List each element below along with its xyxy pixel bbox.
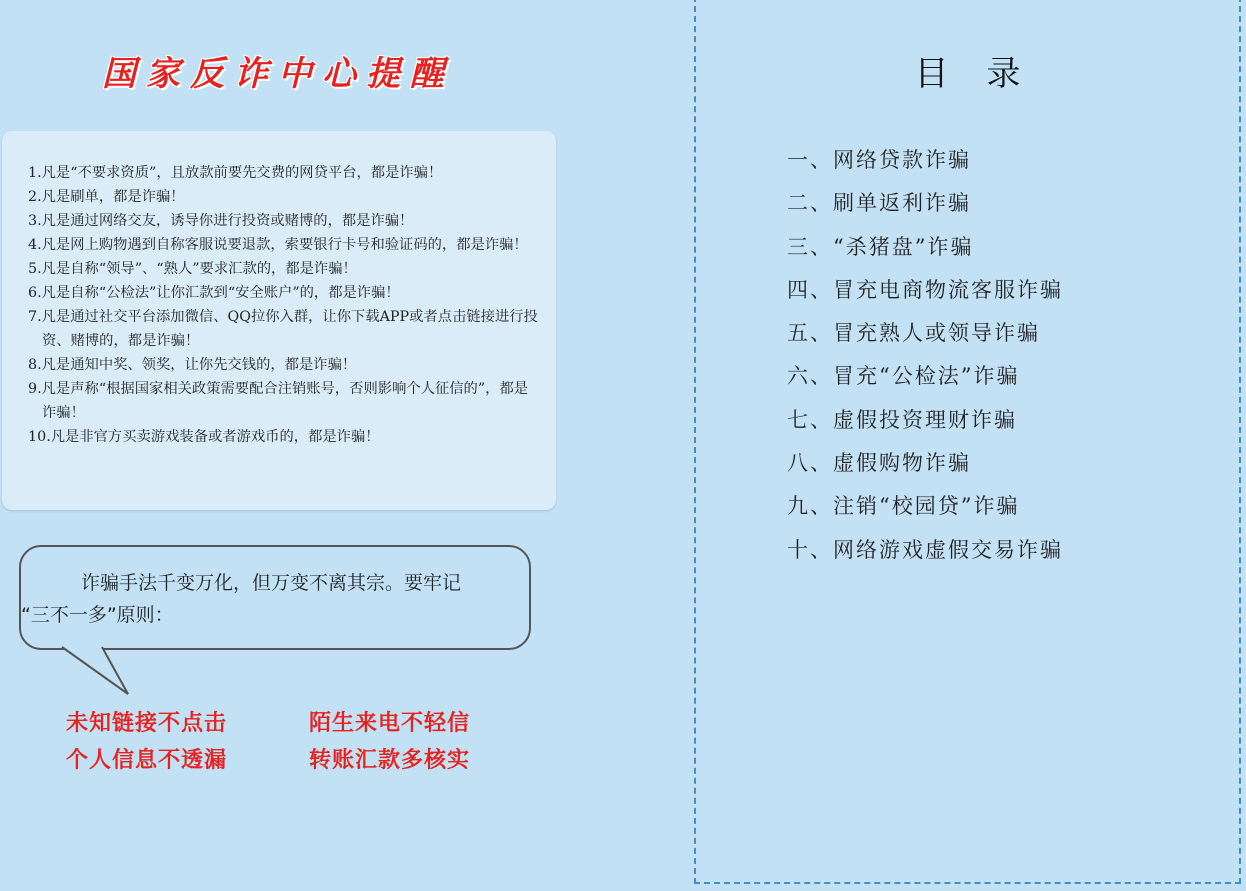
toc-item: 五、冒充熟人或领导诈骗 <box>787 321 1040 346</box>
rule-item: 8.凡是通知中奖、领奖，让你先交钱的，都是诈骗！ <box>28 357 357 373</box>
rule-item: 2.凡是刷单，都是诈骗！ <box>28 189 185 205</box>
bubble-line-2: “三不一多”原则： <box>21 604 174 626</box>
rule-item: 7.凡是通过社交平台添加微信、QQ拉你入群，让你下载APP或者点击链接进行投资、赌博的，都是诈骗！ <box>28 309 538 349</box>
rule-item: 10.凡是非官方买卖游戏装备或者游戏币的，都是诈骗！ <box>28 429 380 445</box>
table-of-contents-page <box>694 0 1241 884</box>
speech-bubble-tail-icon <box>50 646 140 696</box>
rule-item: 4.凡是网上购物遇到自称客服说要退款，索要银行卡号和验证码的，都是诈骗！ <box>28 237 528 253</box>
toc-title: 目录 <box>914 54 1059 94</box>
toc-item: 一、网络贷款诈骗 <box>787 148 971 172</box>
speech-bubble <box>19 545 531 650</box>
rule-item: 6.凡是自称“公检法”让你汇款到“安全账户”的，都是诈骗！ <box>28 285 400 301</box>
rule-item: 1.凡是“不要求资质”，且放款前要先交费的网贷平台，都是诈骗！ <box>28 165 443 181</box>
toc-item: 九、注销“校园贷”诈骗 <box>787 494 1020 519</box>
bubble-line-1: 诈骗手法千变万化，但万变不离其宗。要牢记 <box>81 572 462 594</box>
rule-item: 3.凡是通过网络交友，诱导你进行投资或赌博的，都是诈骗！ <box>28 213 414 229</box>
slogan-1: 未知链接不点击 <box>66 711 228 736</box>
toc-item: 八、虚假购物诈骗 <box>787 451 971 476</box>
toc-item: 二、刷单返利诈骗 <box>787 191 971 216</box>
rules-card <box>2 131 556 510</box>
toc-list <box>787 139 1063 572</box>
toc-item: 七、虚假投资理财诈骗 <box>787 407 1017 432</box>
rule-item: 5.凡是自称“领导”、“熟人”要求汇款的，都是诈骗！ <box>28 261 357 277</box>
toc-item: 四、冒充电商物流客服诈骗 <box>787 277 1063 302</box>
slogan-3: 个人信息不透漏 <box>66 748 228 773</box>
rule-item: 9.凡是声称“根据国家相关政策需要配合注销账号，否则影响个人征信的”，都是诈骗！ <box>28 381 529 421</box>
slogan-2: 陌生来电不轻信 <box>309 711 471 736</box>
toc-item: 六、冒充“公检法”诈骗 <box>787 364 1020 389</box>
toc-item: 三、“杀猪盘”诈骗 <box>787 234 974 259</box>
toc-item: 十、网络游戏虚假交易诈骗 <box>787 537 1063 562</box>
slogan-4: 转账汇款多核实 <box>309 748 471 773</box>
alert-title: 国家反诈中心提醒 <box>102 54 454 94</box>
